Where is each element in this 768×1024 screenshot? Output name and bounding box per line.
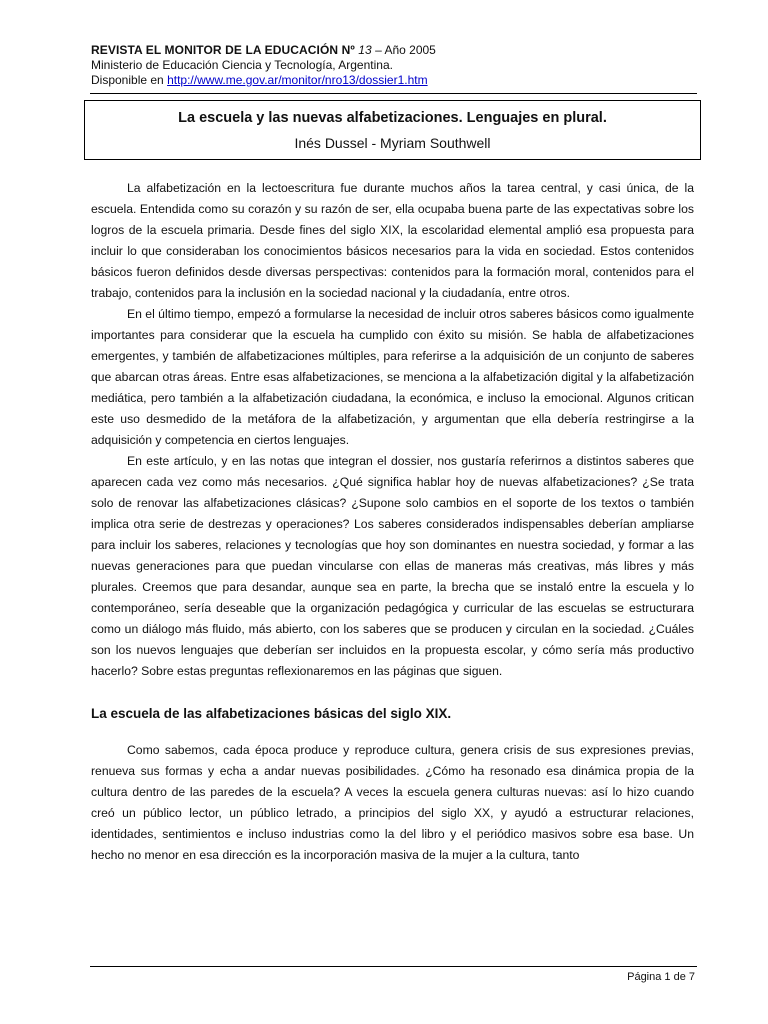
journal-header <box>91 43 701 88</box>
article-authors: Inés Dussel - Myriam Southwell <box>294 135 491 151</box>
section-paragraph: Como sabemos, cada época produce y reproduce cultura, genera crisis de sus expresiones previas, renueva sus formas y echa a andar nuevas posibilidades. ¿Cómo ha resonado esa dinámica propia de la cultura dentro de las paredes de la escuela? A veces la escuela genera culturas nuevas: así lo hizo cuando creó un público lector, un público letrado, a principios del siglo XX, y ayudó a estructurar relaciones, identidades, sentimientos e incluso industrias como la del libro y el periódico masivos sobre esa base. Un hecho no menor en esa dirección es la incorporación masiva de la mujer a la cultura, tanto <box>91 743 694 862</box>
ministry-line: Ministerio de Educación Ciencia y Tecnología, Argentina. <box>91 58 393 72</box>
section-heading: La escuela de las alfabetizaciones básicas del siglo XIX. <box>91 706 452 721</box>
article-body <box>91 178 694 866</box>
available-label: Disponible en <box>91 73 168 87</box>
journal-name: REVISTA EL MONITOR DE LA EDUCACIÓN Nº <box>91 43 355 57</box>
body-paragraph: En este artículo, y en las notas que integran el dossier, nos gustaría referirnos a distintos saberes que aparecen cada vez como más necesarios. ¿Qué significa hablar hoy de nuevas alfabetizaciones? ¿Se trata solo de renovar las alfabetizaciones clásicas? ¿Supone solo cambios en el soporte de los textos o también implica otra serie de destrezas y operaciones? Los saberes considerados indispensables deberían ampliarse para incluir los saberes, relaciones y tecnologías que hoy son dominantes en nuestra sociedad, y formar a las nuevas generaciones para que puedan vincularse con ellas de maneras más creativas, más libres y más plurales. Creemos que para desandar, aunque sea en parte, la brecha que se instaló entre la escuela y lo contemporáneo, sería deseable que la organización pedagógica y curricular de las escuelas se estructurara como un diálogo más fluido, más abierto, con los saberes que se producen y circulan en la sociedad. ¿Cuáles son los nuevos lenguajes que deberían ser incluidos en la propuesta escolar, y cómo sería más productivo hacerlo? Sobre estas preguntas reflexionaremos en las páginas que siguen. <box>91 454 694 678</box>
footer-divider <box>90 966 697 967</box>
journal-line <box>91 43 701 58</box>
issue-number: 13 <box>358 43 372 57</box>
body-paragraph: La alfabetización en la lectoescritura fue durante muchos años la tarea central, y casi única, de la escuela. Entendida como su corazón y su razón de ser, ella ocupaba buena parte de las expectativas sobre los logros de la escuela primaria. Desde fines del siglo XIX, la escolaridad elemental amplió esa propuesta para incluir lo que consideraban los conocimientos básicos necesarios para la vida en sociedad. Estos contenidos básicos fueron definidos desde diversas perspectivas: contenidos para la formación moral, contenidos para el trabajo, contenidos para la inclusión en la sociedad nacional y la ciudadanía, entre otros. <box>91 181 694 300</box>
title-box <box>84 100 701 160</box>
page-number: Página 1 de 7 <box>627 971 695 983</box>
article-title: La escuela y las nuevas alfabetizaciones. Lenguajes en plural. <box>178 110 607 126</box>
journal-year: – Año 2005 <box>371 43 436 57</box>
header-divider <box>90 93 697 94</box>
body-paragraph: En el último tiempo, empezó a formularse la necesidad de incluir otros saberes básicos como igualmente importantes para considerar que la escuela ha cumplido con éxito su misión. Se habla de alfabetizaciones emergentes, y también de alfabetizaciones múltiples, para referirse a la adquisición de un conjunto de saberes que abarcan otras áreas. Entre esas alfabetizaciones, se menciona a la alfabetización digital y la alfabetización mediática, pero también a la alfabetización ciudadana, la económica, e incluso la emocional. Algunos critican este uso desmedido de la metáfora de la alfabetización, y argumentan que ella debería restringirse a la adquisición y competencia en ciertos lenguajes. <box>91 307 695 447</box>
source-url-link[interactable]: http://www.me.gov.ar/monitor/nro13/dossier1.htm <box>167 73 428 87</box>
availability-line <box>91 73 701 88</box>
